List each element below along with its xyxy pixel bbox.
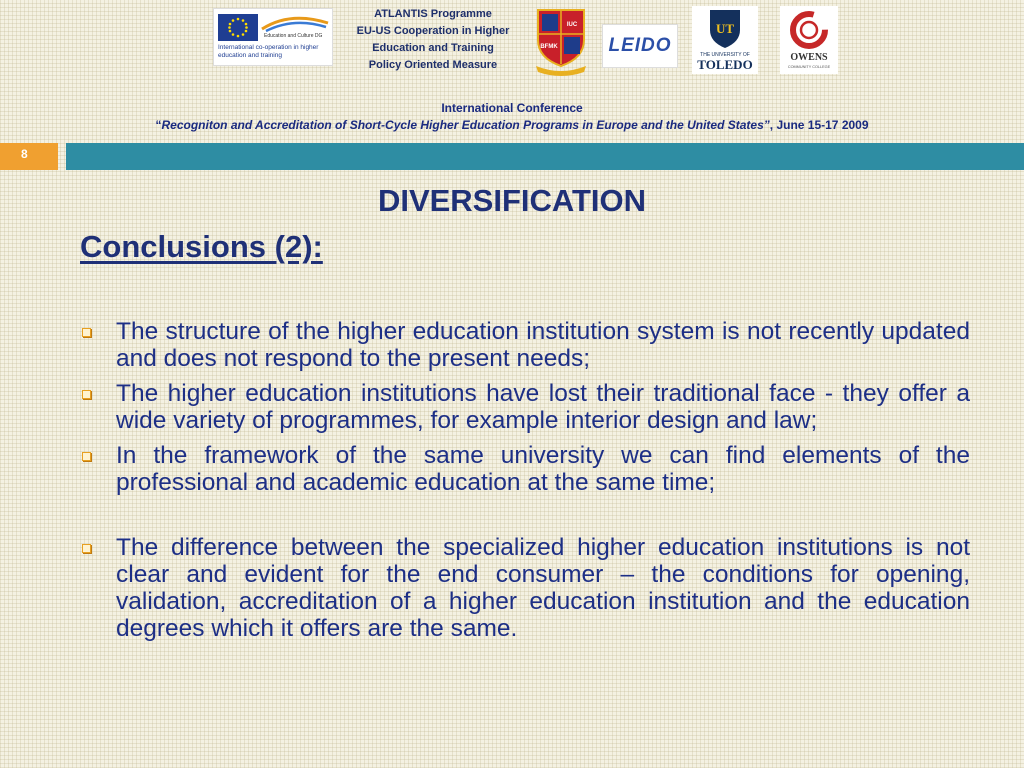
owens-name-text: OWENS	[790, 52, 828, 63]
bullet-text: The structure of the higher education institution system is not recently updated and does not respond to the present needs;	[116, 318, 970, 372]
bullet-list	[80, 318, 970, 642]
owens-small-text: COMMUNITY COLLEGE	[787, 65, 831, 69]
atlantis-line: Education and Training	[372, 42, 494, 54]
atlantis-line: EU-US Cooperation in Higher	[356, 25, 510, 37]
bullet-square-icon	[82, 390, 91, 399]
atlantis-line: Policy Oriented Measure	[368, 59, 498, 71]
swoosh-icon	[260, 15, 330, 33]
toledo-logo	[692, 6, 758, 74]
list-item	[80, 534, 970, 642]
conference-title-line	[0, 117, 1024, 134]
eu-flag-icon	[218, 14, 258, 41]
crest-left-text: BFMK	[540, 44, 558, 50]
eu-education-culture-logo	[213, 8, 333, 66]
header-accent-bar	[66, 143, 1024, 170]
bullet-square-icon	[82, 452, 91, 461]
crest-right-text: IUC	[566, 22, 578, 28]
bullet-square-icon	[82, 544, 91, 553]
toledo-name-text: TOLEDO	[697, 57, 753, 72]
conference-title: Recogniton and Accreditation of Short-Cycle Higher Education Programs in Europe and the United States”	[161, 118, 770, 132]
bullet-text: The difference between the specialized higher education institutions is not clear and evident for the end consumer – the conditions for opening, validation, accreditation of a higher education institution and the education degrees which it offers are the same.	[116, 534, 970, 642]
slide-subtitle: Conclusions (2):	[80, 229, 323, 264]
conference-open-quote: “	[155, 118, 162, 132]
slide-number: 8	[21, 147, 28, 161]
leido-logo	[602, 24, 678, 68]
list-item	[80, 318, 970, 372]
bullet-square-icon	[82, 328, 91, 337]
slide-title: DIVERSIFICATION	[377, 183, 647, 218]
eu-dg-label: Education and Culture DG	[264, 33, 323, 39]
conference-date: , June 15-17 2009	[769, 118, 869, 132]
bullet-text: In the framework of the same university we can find elements of the professional and academic education at the same time;	[116, 442, 970, 496]
owens-logo	[780, 6, 838, 74]
atlantis-programme-text	[343, 6, 523, 74]
eu-intl-label: International co-operation in higher education and training	[218, 44, 319, 59]
leido-text: LEIDO	[608, 35, 672, 56]
slide-number-bar	[0, 143, 58, 170]
toledo-small-text: THE UNIVERSITY OF	[700, 52, 750, 58]
conference-heading	[0, 100, 1024, 134]
conference-label: International Conference	[441, 101, 583, 115]
list-item	[80, 380, 970, 434]
crest-logo	[532, 6, 590, 76]
bullet-text: The higher education institutions have lost their traditional face - they offer a wide variety of programmes, for example interior design and law;	[116, 380, 970, 434]
atlantis-line: ATLANTIS Programme	[374, 8, 492, 20]
list-item	[80, 442, 970, 496]
toledo-ut-text: UT	[715, 21, 735, 36]
